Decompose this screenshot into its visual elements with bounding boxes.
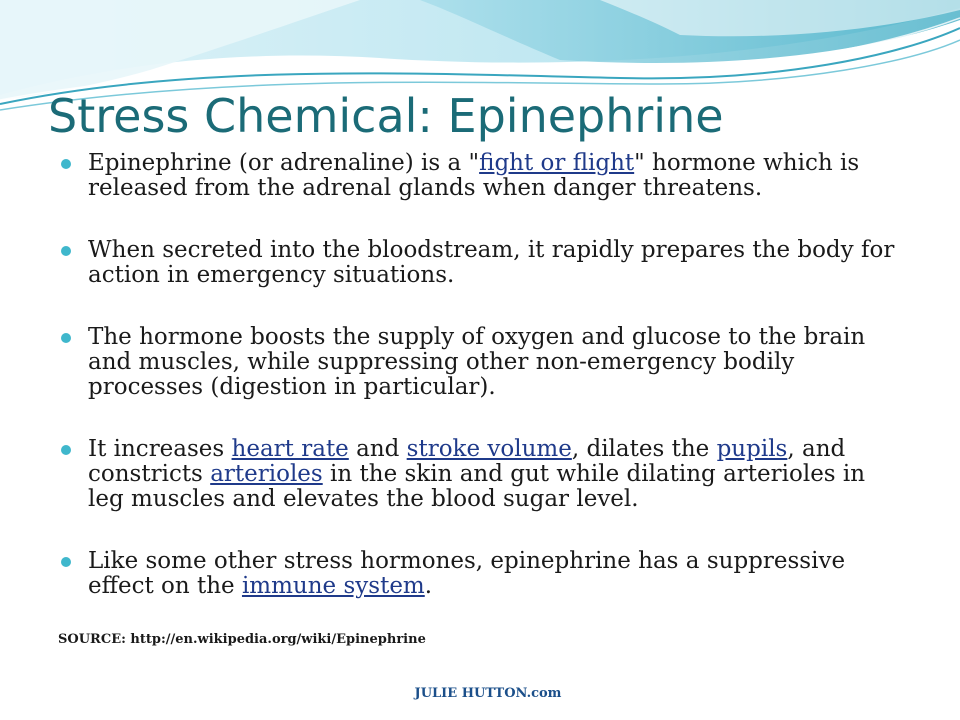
bullet-text: and [348,436,407,462]
bullet-text: It increases [88,436,232,462]
hyperlink[interactable]: arterioles [210,461,323,487]
bullet-dot-icon [61,333,71,343]
bullet-text: , and constricts [88,436,846,487]
hyperlink[interactable]: pupils [716,436,788,462]
slide-title: Stress Chemical: Epinephrine [48,89,724,143]
bullet-text: in the skin and gut while dilating arterioles in leg muscles and elevates the blood sugar level. [88,461,866,512]
bullet-item [88,549,908,599]
bullet-list [88,151,908,599]
footer-credit: JULIE HUTTON.com [414,686,562,701]
bullet-dot-icon [61,246,71,256]
bullet-text: " hormone which is released from the adrenal glands when danger threatens. [88,150,860,201]
bullet-text: Epinephrine (or adrenaline) is a " [88,150,480,176]
bullet-item [88,238,908,288]
bullet-dot-icon [61,445,71,455]
bullet-text: Like some other stress hormones, epinephrine has a suppressive effect on the [88,548,846,599]
source-citation: SOURCE: http://en.wikipedia.org/wiki/Epinephrine [58,632,426,647]
hyperlink[interactable]: fight or flight [479,150,635,176]
hyperlink[interactable]: stroke volume [406,436,572,462]
bullet-dot-icon [61,159,71,169]
bullet-text: When secreted into the bloodstream, it rapidly prepares the body for action in emergency situations. [88,237,895,288]
bullet-dot-icon [61,557,71,567]
bullet-item [88,325,908,400]
bullet-text: , dilates the [571,436,717,462]
bullet-item [88,437,908,512]
bullet-item [88,151,908,201]
bullet-text: . [424,573,433,599]
bullet-text: The hormone boosts the supply of oxygen and glucose to the brain and muscles, while suppressing other non-emergency bodily processes (digestion in particular). [88,324,866,400]
hyperlink[interactable]: heart rate [231,436,349,462]
hyperlink[interactable]: immune system [241,573,425,599]
